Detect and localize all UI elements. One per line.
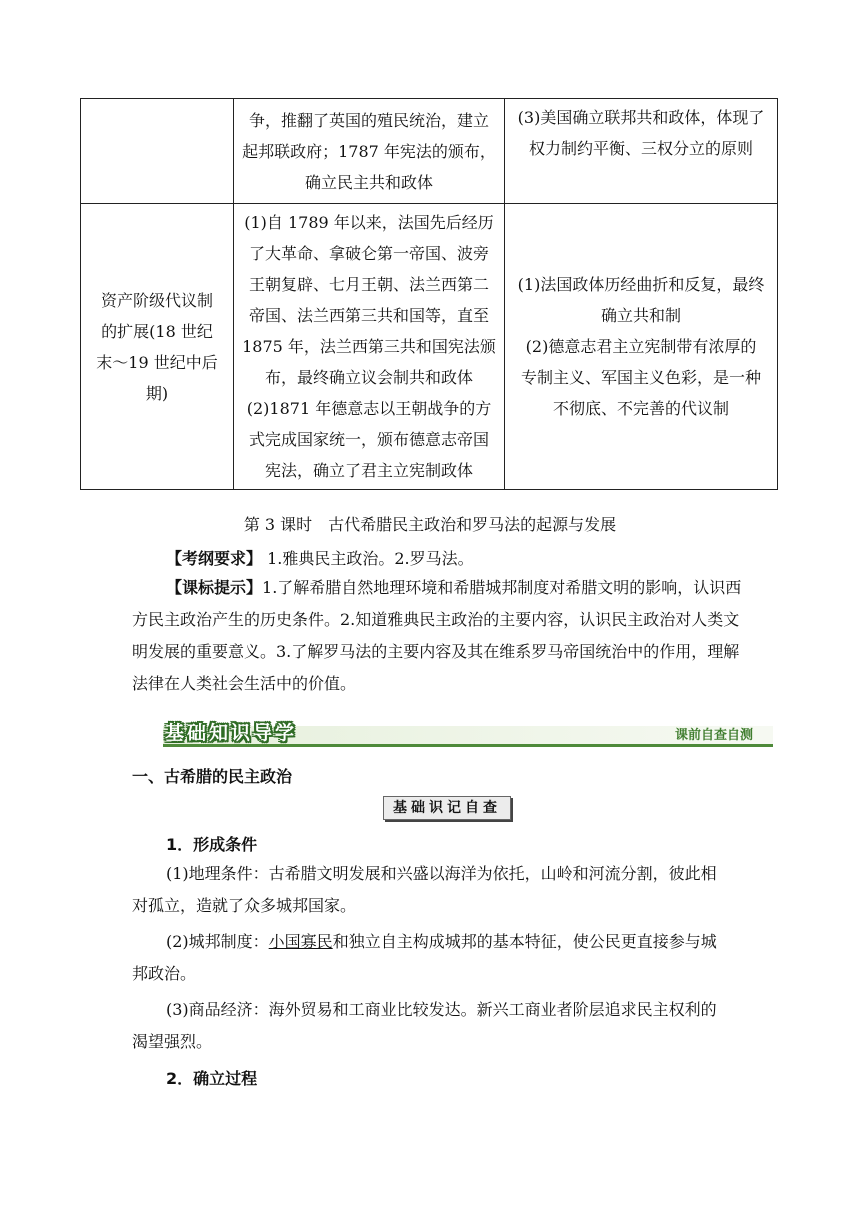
section-banner — [163, 716, 773, 746]
cell-line: 专制主义、军国主义色彩，是一种 — [520, 368, 761, 387]
cell-line: 起邦联政府；1787 年宪法的颁布， — [242, 141, 496, 161]
item-heading: 2．确立过程 — [166, 1069, 258, 1088]
cell-line: 权力制约平衡、三权分立的原则 — [528, 139, 753, 158]
paragraph — [132, 926, 732, 990]
section-badge: 基础识记自查 — [383, 796, 511, 820]
section-heading: 一、古希腊的民主政治 — [132, 767, 293, 786]
table-cell-middle — [234, 204, 505, 490]
table-cell-right — [505, 99, 778, 204]
cell-line: 末～19 世纪中后 — [96, 352, 218, 372]
cell-line: 的扩展(18 世纪 — [101, 321, 213, 341]
standard-label: 【课标提示】 — [166, 578, 263, 597]
cell-line: 争，推翻了英国的殖民统治，建立 — [248, 110, 489, 130]
syllabus-label: 【考纲要求】 — [166, 549, 263, 568]
cell-line: (3)美国确立联邦共和政体，体现了 — [517, 108, 765, 127]
cell-line: 资产阶级代议制 — [100, 290, 213, 310]
comparison-table — [80, 98, 778, 490]
cell-line: (2)德意志君主立宪制带有浓厚的 — [525, 337, 757, 356]
cell-line: 布，最终确立议会制共和政体 — [264, 368, 473, 387]
table-row — [81, 99, 778, 204]
cell-line: 确立民主共和政体 — [304, 172, 433, 192]
cell-line: 期) — [145, 383, 169, 403]
paragraph: (1)地理条件：古希腊文明发展和兴盛以海洋为依托，山岭和河流分割，彼此相对孤立，造就了众多城邦国家。 — [132, 864, 717, 915]
cell-line: 1875 年，法兰西第三共和国宪法颁 — [242, 337, 496, 356]
cell-line: 了大革命、拿破仑第一帝国、波旁 — [248, 244, 489, 263]
cell-line: 不彻底、不完善的代议制 — [552, 399, 729, 418]
syllabus-text: 1.雅典民主政治。2.罗马法。 — [267, 549, 474, 568]
table-row — [81, 204, 778, 490]
syllabus-line — [166, 546, 474, 569]
item-heading: 1．形成条件 — [166, 835, 258, 854]
banner-title: 基础知识导学 — [165, 722, 298, 744]
cell-line: (2)1871 年德意志以王朝战争的方 — [246, 399, 492, 418]
cell-line: 宪法，确立了君主立宪制政体 — [264, 461, 473, 480]
cell-line: (1)法国政体历经曲折和反复，最终 — [517, 275, 765, 294]
lesson-title: 第 3 课时 古代希腊民主政治和罗马法的起源与发展 — [243, 515, 617, 534]
paragraph-prefix: (2)城邦制度： — [166, 932, 269, 951]
table-cell-middle — [234, 99, 505, 204]
cell-line: 王朝复辟、七月王朝、法兰西第二 — [248, 275, 489, 294]
paragraph-suffix: 和独立自主构成城邦的基本特征，使公民更直接参与城邦政治。 — [132, 932, 717, 983]
table-cell-right — [505, 204, 778, 490]
underlined-term: 小国寡民 — [268, 932, 333, 951]
table-cell-left — [81, 99, 234, 204]
cell-line: 式完成国家统一，颁布德意志帝国 — [248, 430, 489, 449]
paragraph: (3)商品经济：海外贸易和工商业比较发达。新兴工商业者阶层追求民主权利的渴望强烈。 — [132, 1000, 717, 1051]
banner-subtitle: 课前自查自测 — [674, 728, 753, 743]
table-cell-left — [81, 204, 234, 490]
cell-line: 帝国、法兰西第三共和国等，直至 — [248, 306, 489, 325]
standard-paragraph — [132, 572, 742, 700]
cell-line: 确立共和制 — [600, 306, 681, 325]
cell-line: (1)自 1789 年以来，法国先后经历 — [244, 213, 494, 232]
standard-text: 1.了解希腊自然地理环境和希腊城邦制度对希腊文明的影响，认识西方民主政治产生的历史条件。2.知道雅典民主政治的主要内容，认识民主政治对人类文明发展的重要意义。3.了解罗马法的主要内容及其在维系罗马帝国统治中的作用，理解法律在人类社会生活中的价值。 — [132, 578, 742, 693]
